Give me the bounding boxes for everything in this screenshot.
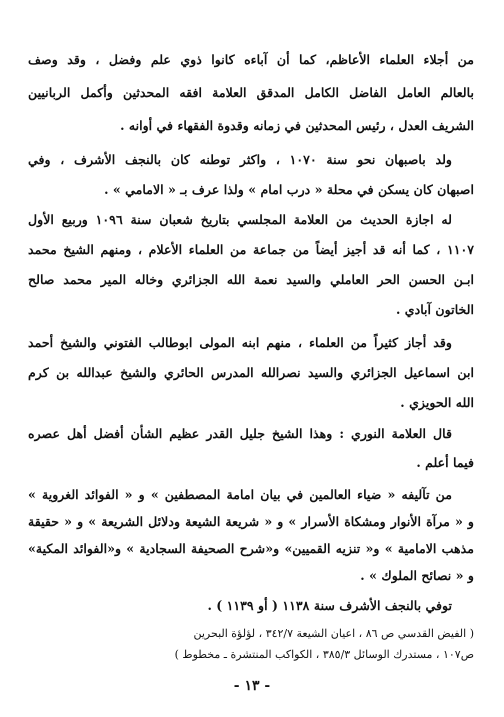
text-line: وقد أجاز كثيراً من العلماء ، منهم ابنه المولى ابوطالب الفتوني والشيخ أحمد — [28, 335, 452, 350]
text-line: له اجازة الحديث من العلامة المجلسي بتاريخ شعبان سنة ١٠٩٦ وربيع الأول — [28, 212, 452, 227]
text-line: و « مرآة الأنوار ومشكاة الأسرار » و « شريعة الشيعة ودلائل الشريعة » و « حقيقة — [28, 514, 474, 529]
text-line: توفي بالنجف الأشرف سنة ١١٣٨ ( أو ١١٣٩ ) . — [207, 598, 452, 613]
footnote-line: ص١٠٧ ، مستدرك الوسائل ٣٨٥/٣ ، الكواكب المنتشرة ـ مخطوط ) — [174, 648, 474, 661]
footnote-line: ( الفيض القدسي ص ٨٦ ، اعيان الشيعة ٣٤٢/٧ ، لؤلؤة البحرين — [193, 627, 474, 640]
text-line: ابن اسماعيل الجزائري والسيد نصرالله المدرس الحائري والشيخ عبدالله بن كرم — [28, 365, 474, 380]
text-line: بالعالم العامل الفاضل الكامل المدقق العلامة افقه المحدثين وأكمل الربانيين — [28, 85, 474, 100]
text-line: من تآليفه « ضياء العالمين في بيان امامة المصطفين » و « الفوائد الغروية » — [28, 487, 452, 502]
text-line: الشريف العدل ، رئيس المحدثين في زمانه وقدوة الفقهاء في أوانه . — [120, 118, 474, 133]
text-line: ١١٠٧ ، كما أنه قد أجيز أيضاً من جماعة من العلماء الأعلام ، ومنهم الشيخ محمد — [28, 242, 474, 257]
text-line: من أجلاء العلماء الأعاظم، كما أن آباءه كانوا ذوي علم وفضل ، وقد وصف — [28, 52, 474, 67]
text-line: فيما أعلم . — [416, 455, 474, 470]
text-line: الخاتون آبادي . — [395, 302, 474, 317]
text-line: اصبهان كان يسكن في محلة « درب امام » ولذا عرف بـ « الامامي » . — [104, 182, 474, 197]
text-line: ابـن الحسن الحر العاملي والسيد نعمة الله الجزائري وخاله المير محمد صالح — [28, 272, 474, 287]
text-line: مذهب الامامية » و« تنزيه القميين» و«شرح الصحيفة السجادية » و«الفوائد المكية» — [28, 541, 474, 556]
text-line: الله الحويزي . — [400, 395, 474, 410]
page-number: - ١٣ - — [233, 678, 271, 694]
text-line: و « نصائح الملوك » . — [360, 568, 474, 583]
text-line: ولد باصبهان نحو سنة ١٠٧٠ ، واكثر توطنه كان بالنجف الأشرف ، وفي — [28, 152, 452, 167]
text-line: قال العلامة النوري : وهذا الشيخ جليل القدر عظيم الشأن أفضل أهل عصره — [28, 426, 452, 441]
